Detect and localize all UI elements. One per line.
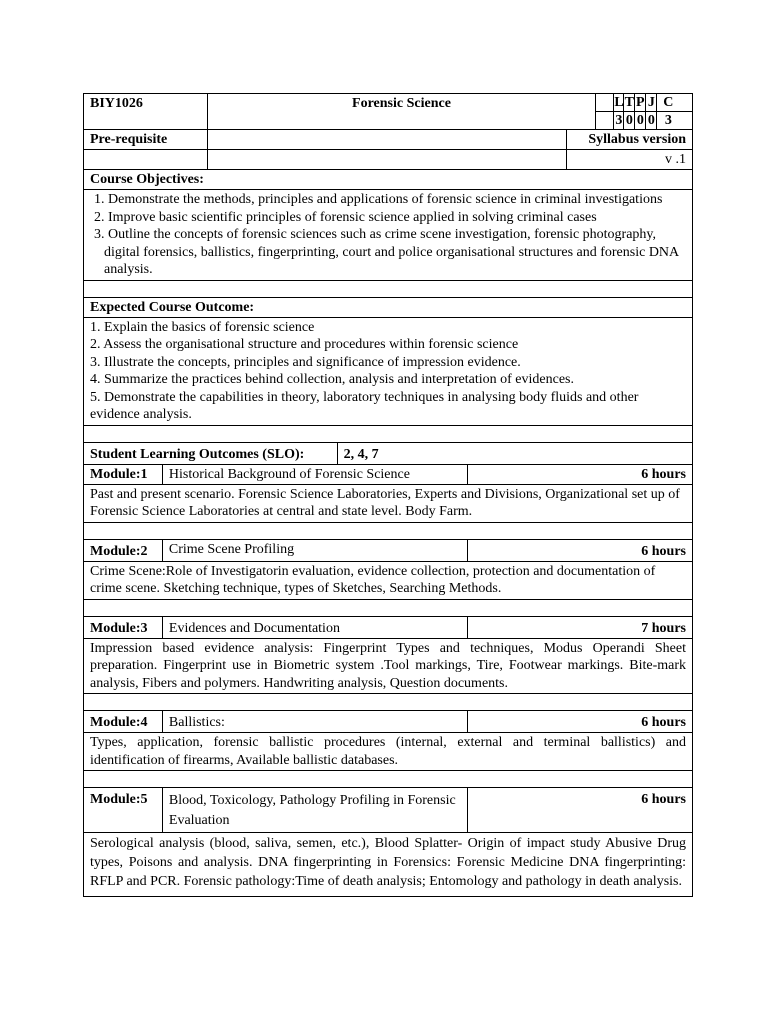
module-3-header (83, 617, 693, 639)
prerequisite-row (83, 130, 693, 150)
ltpjc-value-c: 3 (664, 113, 672, 128)
outcome-item: 5. Demonstrate the capabilities in theory, laboratory techniques in analysing body fluids and other evidence analysis. (90, 389, 639, 422)
module-3-hours: 7 hours (467, 617, 692, 638)
ltpjc-label-c: C (663, 95, 674, 110)
module-1-content: Past and present scenario. Forensic Science Laboratories, Experts and Divisions, Organizational set up of Forensic Science Laboratories at central and state level. Body Farm. (90, 486, 680, 519)
spacer-row (83, 281, 693, 298)
module-3-content-row (83, 639, 693, 695)
module-4-content-row (83, 733, 693, 771)
module-5-content: Serological analysis (blood, saliva, semen, etc.), Blood Splatter- Origin of impact study Abusive Drug types, Poisons and analysis. DNA fingerprinting in Forensics: Forensic Medicine DNA fingerprinting: RFLP and PCR. Forensic pathology:Time of death analysis; Entomology and pathology in death analysis. (90, 836, 686, 889)
objectives-heading: Course Objectives: (90, 172, 204, 187)
ltpjc-label-t: T (624, 95, 634, 110)
objectives-heading-row (83, 170, 693, 190)
outcomes-list (83, 318, 693, 426)
module-2-title: Crime Scene Profiling (162, 540, 467, 561)
module-4-header (83, 711, 693, 733)
spacer-row (83, 694, 693, 711)
module-2-header (83, 540, 693, 562)
spacer-row (83, 771, 693, 788)
module-3-title: Evidences and Documentation (162, 617, 467, 638)
module-4-label: Module:4 (90, 715, 148, 730)
module-5-header (83, 788, 693, 833)
header-row (83, 93, 693, 130)
module-5-label: Module:5 (90, 792, 148, 807)
ltpjc-value-p: 0 (635, 112, 646, 129)
version-row (83, 150, 693, 170)
ltpjc-label-p: P (636, 95, 645, 110)
version-empty-2 (207, 150, 566, 169)
outcomes-heading-row (83, 298, 693, 318)
outcome-item: 2. Assess the organisational structure and procedures within forensic science (90, 337, 519, 352)
objective-item: 2. Improve basic scientific principles of forensic science applied in solving criminal cases (94, 209, 597, 225)
outcome-item: 3. Illustrate the concepts, principles and significance of impression evidence. (90, 354, 521, 370)
module-1-title: Historical Background of Forensic Science (162, 465, 467, 484)
module-1-content-row (83, 485, 693, 523)
ltpjc-value-j: 0 (646, 112, 657, 129)
syllabus-version: v .1 (566, 150, 692, 169)
slo-label: Student Learning Outcomes (SLO): (90, 446, 305, 462)
prerequisite-label: Pre-requisite (90, 132, 168, 147)
module-3-label: Module:3 (90, 620, 148, 636)
module-2-hours: 6 hours (467, 540, 692, 561)
module-1-hours: 6 hours (467, 465, 692, 484)
ltpjc-label-l: L (614, 95, 624, 110)
spacer-row (83, 426, 693, 443)
module-3-content: Impression based evidence analysis: Fingerprint Types and techniques, Modus Operandi Sheet preparation. Fingerprint use in Biometric system .Tool markings, Tire, Footwear markings. Bite-mark analysis, Fibers and polymers. Handwriting analysis, Question documents. (90, 640, 686, 691)
slo-row (83, 443, 693, 465)
module-5-hours: 6 hours (467, 788, 692, 832)
ltpjc-value-l: 3 (615, 113, 623, 128)
module-2-content-row (83, 562, 693, 600)
module-4-content: Types, application, forensic ballistic procedures (internal, external and terminal ballistics) and identification of firearms, Available ballistic databases. (90, 735, 686, 768)
course-title: Forensic Science (207, 94, 596, 129)
ltpjc-box (595, 94, 692, 129)
outcome-item: 1. Explain the basics of forensic science (90, 319, 315, 335)
ltpjc-label-j: J (646, 94, 657, 111)
module-4-hours: 6 hours (467, 711, 692, 732)
module-2-content: Crime Scene:Role of Investigatorin evaluation, evidence collection, protection and documentation of crime scene. Sketching technique, types of Sketches, Searching Methods. (90, 563, 656, 596)
ltpjc-value-t: 0 (624, 112, 635, 129)
module-2-label: Module:2 (90, 543, 148, 559)
ltpjc-labels (596, 94, 692, 112)
objective-item: 1. Demonstrate the methods, principles and applications of forensic science in criminal investigations (94, 192, 663, 207)
syllabus-document (83, 93, 693, 897)
module-1-label: Module:1 (90, 466, 148, 482)
objective-item: 3. Outline the concepts of forensic sciences such as crime scene investigation, forensic photography, digital forensics, ballistics, fingerprinting, court and police organisational structures and forensic DNA analysis. (94, 227, 679, 277)
module-1-header (83, 465, 693, 485)
course-code: BIY1026 (90, 96, 143, 111)
ltpjc-values (596, 112, 692, 129)
objectives-list (83, 190, 693, 281)
module-5-content-row (83, 833, 693, 897)
syllabus-version-label: Syllabus version (566, 130, 692, 149)
version-empty (84, 150, 207, 169)
module-4-title: Ballistics: (162, 711, 467, 732)
outcomes-heading: Expected Course Outcome: (90, 299, 255, 315)
outcome-item: 4. Summarize the practices behind collection, analysis and interpretation of evidences. (90, 372, 574, 387)
module-5-title: Blood, Toxicology, Pathology Profiling in Forensic Evaluation (162, 788, 467, 832)
prerequisite-value (207, 130, 566, 149)
slo-value: 2, 4, 7 (337, 443, 692, 464)
spacer-row (83, 523, 693, 540)
spacer-row (83, 600, 693, 617)
